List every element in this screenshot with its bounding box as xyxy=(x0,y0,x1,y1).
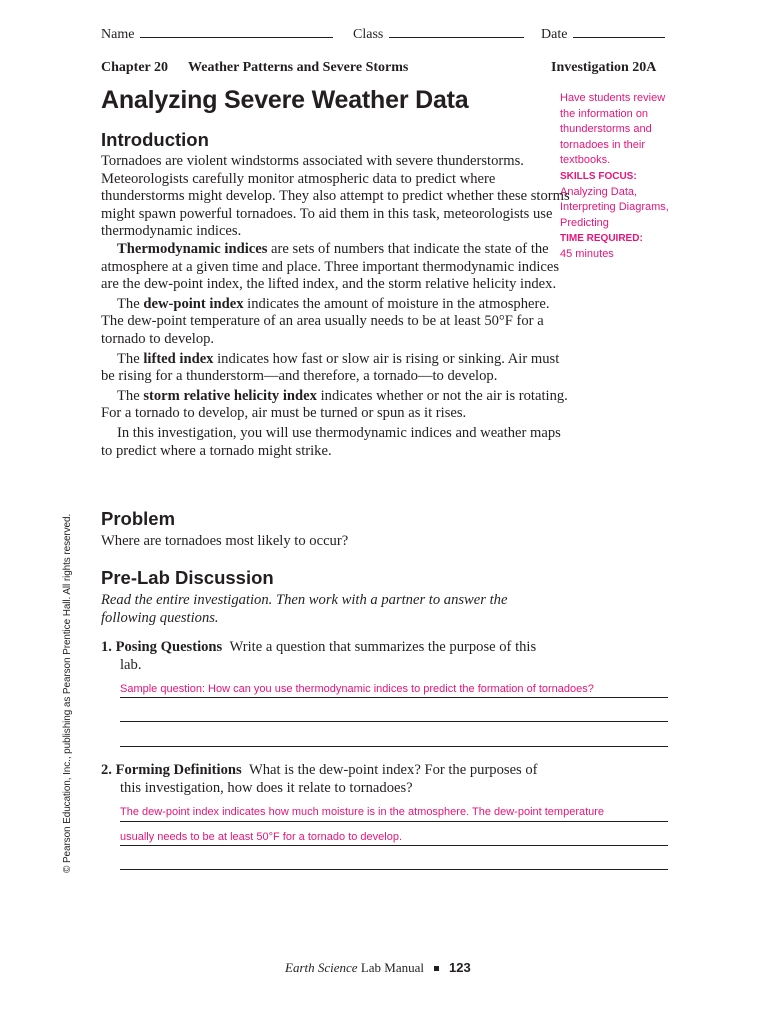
investigation-label: Investigation 20A xyxy=(551,60,657,75)
term-storm-relative-helicity-index: storm relative helicity index xyxy=(143,387,317,404)
name-field xyxy=(101,26,333,43)
chapter-number: Chapter 20 xyxy=(101,60,169,75)
class-blank[interactable] xyxy=(389,26,524,38)
date-blank[interactable] xyxy=(573,26,665,38)
intro-paragraph-4 xyxy=(101,351,571,386)
intro-paragraph-2-text: are sets of numbers that indicate the state of the atmosphere at a given time and place. Three important thermodynamic indices are the dew-point index, the lifted index, and the storm relative helicity index. xyxy=(101,240,560,293)
question-2-answer-line-1: The dew-point index indicates how much moisture is in the atmosphere. The dew-point temperature xyxy=(120,806,605,818)
question-2 xyxy=(101,762,541,797)
answer-line[interactable] xyxy=(120,697,668,698)
page-title: Analyzing Severe Weather Data xyxy=(101,86,469,114)
p5-pre: The xyxy=(117,387,144,404)
introduction-heading: Introduction xyxy=(101,129,209,150)
skills-focus-value: Analyzing Data, Interpreting Diagrams, Predicting xyxy=(560,185,669,229)
time-required-value: 45 minutes xyxy=(560,247,614,260)
page-footer xyxy=(285,960,471,976)
teacher-margin-note xyxy=(560,91,680,263)
date-field xyxy=(541,26,665,43)
problem-text: Where are tornadoes most likely to occur? xyxy=(101,533,349,549)
note-text: Have students review the information on thunderstorms and tornadoes in their textbooks. xyxy=(560,92,666,167)
class-label: Class xyxy=(353,27,384,42)
question-2-text: What is the dew-point index? For the purposes of this investigation, how does it relate to tornadoes? xyxy=(120,762,538,796)
date-label: Date xyxy=(541,27,568,42)
prelab-instructions: Read the entire investigation. Then work with a partner to answer the following questions. xyxy=(101,592,508,626)
answer-line[interactable] xyxy=(120,869,668,870)
class-field xyxy=(353,26,524,43)
name-label: Name xyxy=(101,27,135,42)
answer-line[interactable] xyxy=(120,821,668,822)
question-1 xyxy=(101,639,556,674)
intro-paragraph-1: Tornadoes are violent windstorms associated with severe thunderstorms. Meteorologists carefully monitor atmospheric data to predict where thunderstorms might develop. They also attempt to predict whether these storms might spawn powerful tornadoes. To aid them in this task, meteorologists use thermodynamic indices. xyxy=(101,153,570,240)
intro-paragraph-5 xyxy=(101,388,571,423)
intro-paragraph-3 xyxy=(101,296,571,349)
p4-pre: The xyxy=(117,350,144,367)
question-1-text: Write a question that summarizes the purpose of this lab. xyxy=(120,639,537,673)
page-number: 123 xyxy=(448,960,471,975)
answer-line[interactable] xyxy=(120,845,668,846)
term-dew-point-index: dew-point index xyxy=(143,295,244,312)
name-blank[interactable] xyxy=(140,26,333,38)
introduction-body xyxy=(101,153,571,460)
problem-heading: Problem xyxy=(101,508,176,529)
intro-paragraph-3-text: indicates the amount of moisture in the atmosphere. The dew-point temperature of an area usually needs to be at least 50°F for a tornado to develop. xyxy=(101,295,550,347)
term-thermodynamic-indices: Thermodynamic indices xyxy=(117,240,268,257)
chapter-title: Weather Patterns and Severe Storms xyxy=(188,60,409,75)
question-2-answer-line-2: usually needs to be at least 50°F for a tornado to develop. xyxy=(120,831,403,843)
p3-pre: The xyxy=(117,295,144,312)
intro-paragraph-2 xyxy=(101,241,571,294)
question-1-label: 1. Posing Questions xyxy=(101,639,223,655)
time-required-label: TIME REQUIRED: xyxy=(560,233,643,245)
copyright-notice: © Pearson Education, Inc., publishing as Pearson Prentice Hall. All rights reserved. xyxy=(62,513,73,873)
skills-focus-label: SKILLS FOCUS: xyxy=(560,170,637,182)
answer-line[interactable] xyxy=(120,721,668,722)
term-lifted-index: lifted index xyxy=(143,350,214,367)
intro-paragraph-4-text: indicates how fast or slow air is rising or sinking. Air must be rising for a thunderstorm—and therefore, a tornado—to develop. xyxy=(101,350,560,385)
book-title-italic: Earth Science xyxy=(285,960,358,975)
question-2-label: 2. Forming Definitions xyxy=(101,762,242,778)
answer-line[interactable] xyxy=(120,746,668,747)
prelab-heading: Pre-Lab Discussion xyxy=(101,567,274,588)
book-title-rest: Lab Manual xyxy=(357,960,424,975)
question-1-answer: Sample question: How can you use thermodynamic indices to predict the formation of tornadoes? xyxy=(120,683,594,695)
bullet-separator xyxy=(434,966,439,971)
intro-paragraph-6: In this investigation, you will use thermodynamic indices and weather maps to predict where a tornado might strike. xyxy=(101,424,561,459)
intro-paragraph-5-text: indicates whether or not the air is rotating. For a tornado to develop, air must be turned or spun as it rises. xyxy=(101,387,568,422)
